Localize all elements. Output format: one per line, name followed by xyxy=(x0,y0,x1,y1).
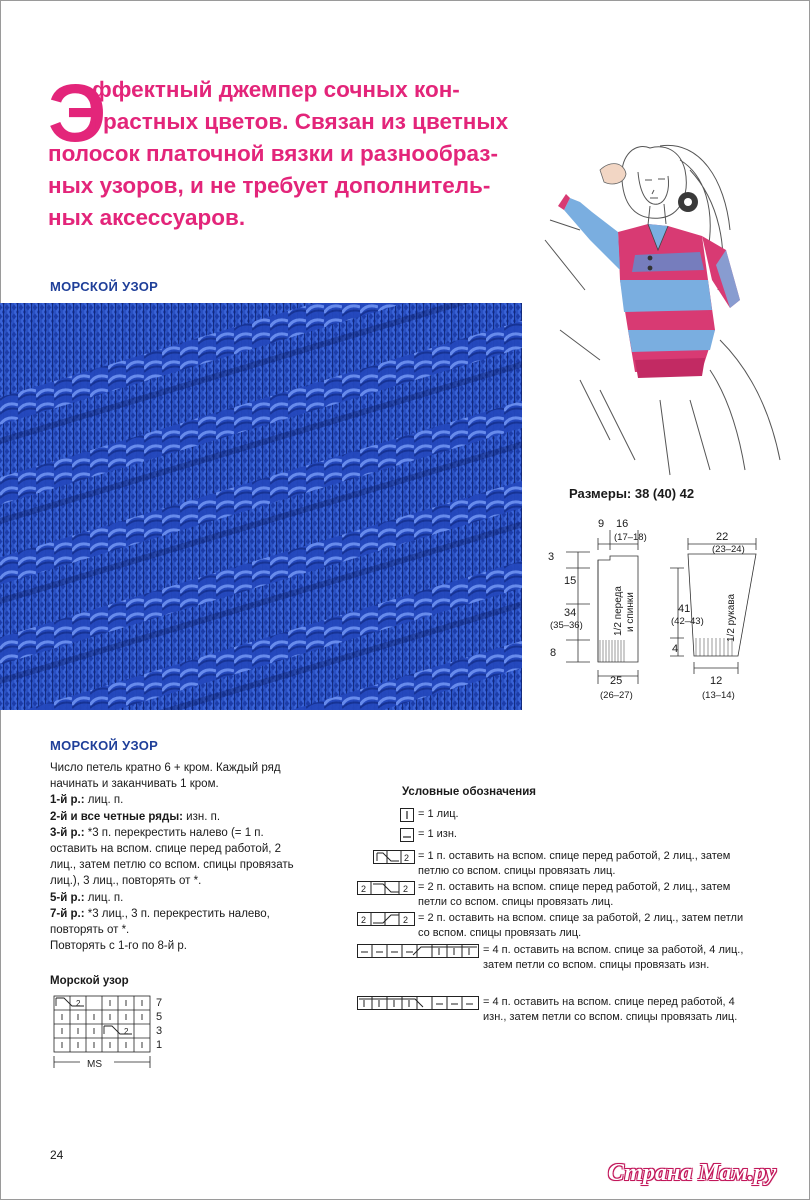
chart-title: Морской узор xyxy=(50,975,129,987)
legend-title: Условные обозначения xyxy=(402,786,537,798)
headline-line-5: ных аксессуаров. xyxy=(48,205,246,230)
chart-cross-digit-1: 2 xyxy=(76,999,81,1008)
svg-text:2: 2 xyxy=(403,915,409,925)
chart-repeat-label: MS xyxy=(87,1059,102,1070)
pattern-row-5: 5-й р.: лиц. п. xyxy=(50,891,124,904)
dim-left-d: 8 xyxy=(550,647,557,659)
legend-item-purl: = 1 изн. xyxy=(355,827,755,843)
cross-4-front-symbol-icon xyxy=(357,881,415,895)
dim-left-b: 15 xyxy=(564,575,577,587)
headline-line-4: ных узоров, и не требует дополнитель- xyxy=(48,173,491,198)
fashion-illustration xyxy=(540,140,790,480)
legend-item-cross-2-2-front: 2 2 = 2 п. оставить на вспом. спице перед работой, 2 лиц., затем петли со вспом. спицы провязать лиц. xyxy=(355,880,755,910)
svg-text:2: 2 xyxy=(403,884,409,894)
pattern-row-1: 1-й р.: лиц. п. xyxy=(50,794,124,807)
purl-symbol-icon xyxy=(400,828,414,842)
body-label-2: и спинки xyxy=(625,592,636,632)
knit-swatch-photo xyxy=(0,303,522,710)
knitting-chart xyxy=(50,990,180,1090)
dim-bottom-alt: (26–27) xyxy=(600,690,633,701)
body-label-1: 1/2 переда xyxy=(613,586,624,636)
dim-left-c-alt: (35–36) xyxy=(550,620,583,631)
sleeve-dim-top: 22 xyxy=(716,531,729,543)
drop-cap: Э xyxy=(48,68,107,159)
legend-item-cross-4-4-back: = 4 п. оставить на вспом. спице за работой, 4 лиц., затем петли со вспом. спицы провязать изн. xyxy=(355,943,755,987)
cross-8-back-symbol-icon xyxy=(357,944,479,958)
headline-line-2: трастных цветов. Связан из цветных xyxy=(92,109,509,134)
cross-8-front-symbol-icon xyxy=(357,996,479,1010)
pattern-row-2: 2-й и все четные ряды: изн. п. xyxy=(50,810,221,823)
cross-3-left-symbol-icon xyxy=(373,850,415,864)
chart-row-5: 5 xyxy=(156,1011,163,1023)
page-number: 24 xyxy=(50,1148,64,1162)
pattern-title: МОРСКОЙ УЗОР xyxy=(50,738,159,753)
sleeve-dim-left-alt: (42–43) xyxy=(671,616,704,627)
chart-cross-digit-2: 2 xyxy=(124,1027,129,1036)
dim-left-a: 3 xyxy=(548,551,555,563)
headline-line-1: ффектный джемпер сочных кон- xyxy=(92,77,460,102)
svg-text:2: 2 xyxy=(361,915,367,925)
cross-4-back-symbol-icon xyxy=(357,912,415,926)
sleeve-dim-bottom-alt: (13–14) xyxy=(702,690,735,701)
svg-text:2: 2 xyxy=(361,884,367,894)
pattern-instructions xyxy=(50,760,300,954)
pattern-row-7: 7-й р.: *3 лиц., 3 п. перекрестить налево, повторять от *. xyxy=(50,907,270,937)
pattern-repeat: Повторять с 1-го по 8-й р. xyxy=(50,940,187,953)
pattern-row-3: 3-й р.: *3 п. перекрестить налево (= 1 п. оставить на вспом. спице перед работой, 2 лиц., затем петлю со вспом. спицы провязать лиц.), 3 лиц., повторять от *. xyxy=(50,826,294,888)
legend-item-cross-4-4-front: = 4 п. оставить на вспом. спице перед работой, 4 изн., затем петли со вспом. спицы провязать лиц. xyxy=(355,995,755,1039)
sleeve-dim-top-alt: (23–24) xyxy=(712,544,745,555)
pattern-intro: Число петель кратно 6 + кром. Каждый ряд начинать и заканчивать 1 кром. xyxy=(50,762,281,791)
dim-top-b: 16 xyxy=(616,518,629,530)
legend-item-cross-1-2-left: 2 = 1 п. оставить на вспом. спице перед работой, 2 лиц., затем петлю со вспом. спицы провязать лиц. xyxy=(355,849,755,879)
legend-item-knit: = 1 лиц. xyxy=(355,807,755,823)
dim-top-b-alt: (17–18) xyxy=(614,532,647,543)
sleeve-dim-bottom: 12 xyxy=(710,675,723,687)
chart-row-1: 1 xyxy=(156,1039,163,1051)
sleeve-dim-left: 41 xyxy=(678,603,691,615)
chart-row-7: 7 xyxy=(156,997,163,1009)
chart-row-3: 3 xyxy=(156,1025,163,1037)
svg-text:2: 2 xyxy=(404,853,410,863)
legend-item-cross-2-2-back: 2 2 = 2 п. оставить на вспом. спице за работой, 2 лиц., затем петли со вспом. спицы провязать лиц. xyxy=(355,911,755,941)
dim-bottom: 25 xyxy=(610,675,623,687)
photo-title: МОРСКОЙ УЗОР xyxy=(50,279,159,294)
knit-symbol-icon xyxy=(400,808,414,822)
sleeve-dim-left-b: 4 xyxy=(672,643,679,655)
sizes-title: Размеры: 38 (40) 42 xyxy=(569,486,695,501)
site-watermark: Страна Мам.ру xyxy=(608,1160,777,1186)
sleeve-label: 1/2 рукава xyxy=(726,593,737,642)
dim-left-c: 34 xyxy=(564,607,577,619)
size-schema xyxy=(538,508,798,718)
headline-line-3: полосок платочной вязки и разнообраз- xyxy=(48,141,498,166)
dim-top-a: 9 xyxy=(598,518,605,530)
